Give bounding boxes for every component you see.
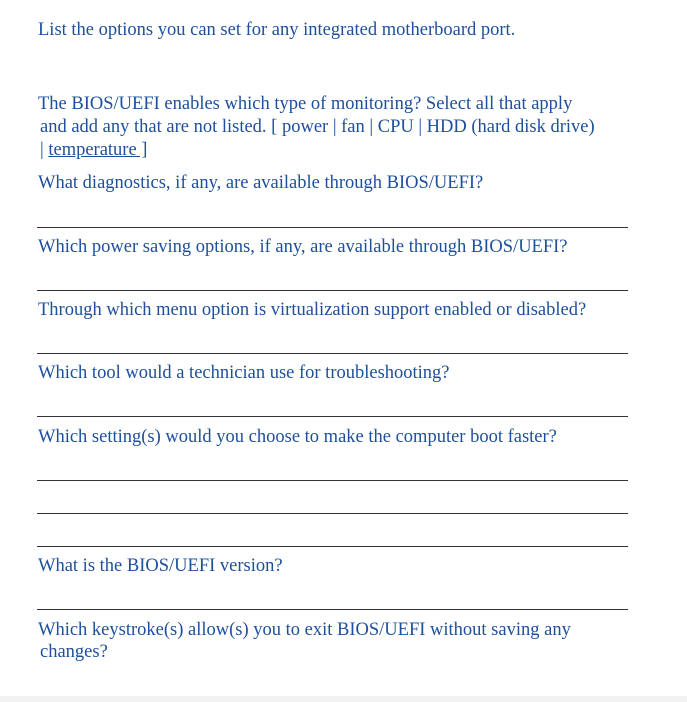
answer-line-virtualization[interactable] xyxy=(37,353,628,354)
answer-line-diagnostics[interactable] xyxy=(37,227,628,228)
question-boot-faster: Which setting(s) would you choose to make the computer boot faster? xyxy=(38,427,557,447)
answer-line-boot-faster-3[interactable] xyxy=(37,546,628,547)
answer-line-power-saving[interactable] xyxy=(37,290,628,291)
question-exit-line-2: changes? xyxy=(40,642,108,662)
question-bios-version: What is the BIOS/UEFI version? xyxy=(38,556,283,576)
question-port-options: List the options you can set for any integrated motherboard port. xyxy=(38,20,516,40)
question-monitoring-line-3 xyxy=(40,139,147,162)
answer-line-troubleshooting-tool[interactable] xyxy=(37,416,628,417)
question-power-saving: Which power saving options, if any, are available through BIOS/UEFI? xyxy=(38,237,568,257)
question-virtualization: Through which menu option is virtualization support enabled or disabled? xyxy=(38,300,587,320)
answer-line-boot-faster-1[interactable] xyxy=(37,480,628,481)
question-monitoring-line-2: and add any that are not listed. [ power | fan | CPU | HDD (hard disk drive) xyxy=(40,117,595,137)
question-monitoring-line-1: The BIOS/UEFI enables which type of monitoring? Select all that apply xyxy=(38,94,573,114)
page-bottom-edge xyxy=(0,696,687,702)
monitoring-separator: | xyxy=(40,140,49,160)
question-diagnostics: What diagnostics, if any, are available through BIOS/UEFI? xyxy=(38,173,484,193)
answer-line-bios-version[interactable] xyxy=(37,609,628,610)
answer-line-boot-faster-2[interactable] xyxy=(37,513,628,514)
question-exit-line-1: Which keystroke(s) allow(s) you to exit BIOS/UEFI without saving any xyxy=(38,620,571,640)
question-troubleshooting-tool: Which tool would a technician use for troubleshooting? xyxy=(38,363,450,383)
monitoring-option-temperature: temperature ] xyxy=(48,140,148,160)
